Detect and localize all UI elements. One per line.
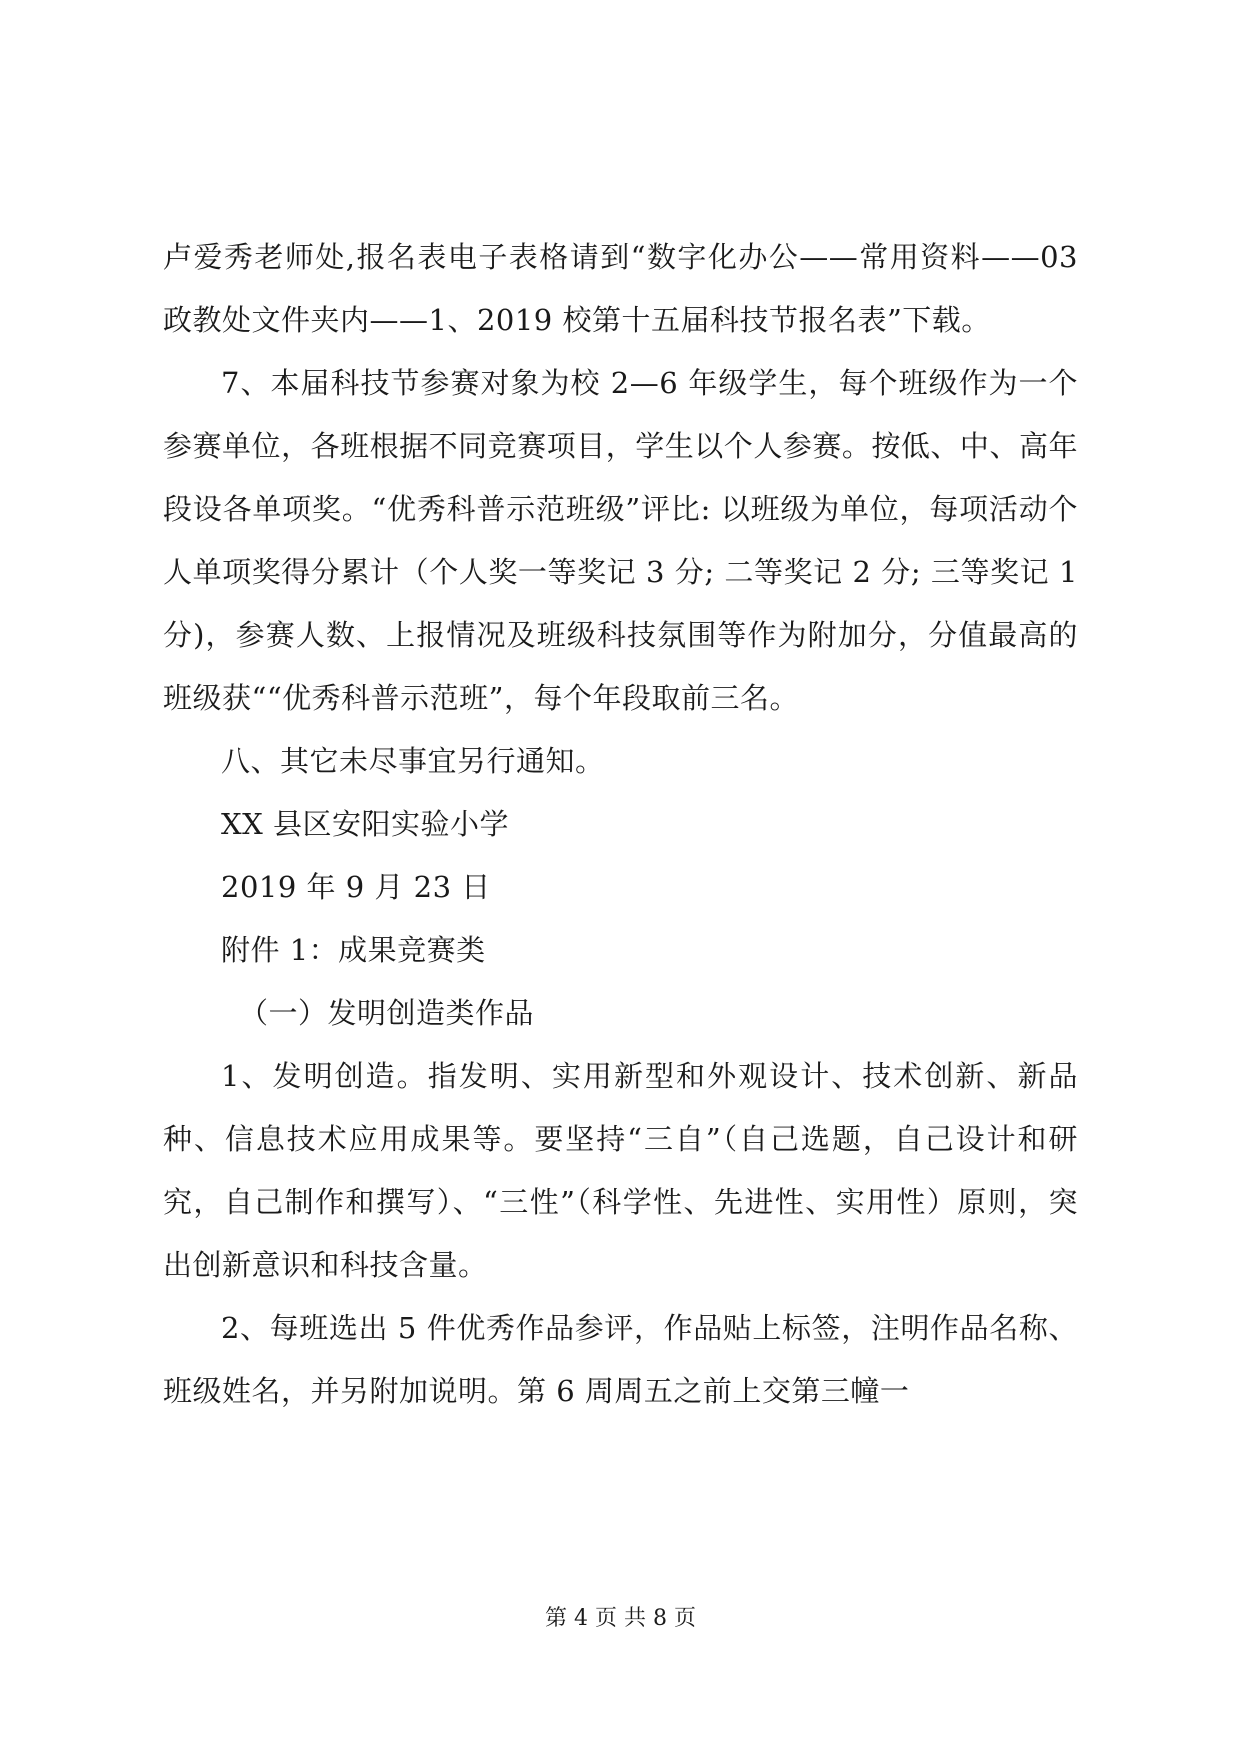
page-number-footer: 第 4 页 共 8 页: [545, 1606, 696, 1631]
paragraph-invention-works-heading: （一）发明创造类作品: [239, 996, 535, 1030]
document-body: [163, 226, 1078, 1423]
paragraph-date: 2019 年 9 月 23 日: [221, 870, 491, 904]
paragraph-class-submission: 2、每班选出 5 件优秀作品参评，作品贴上标签，注明作品名称、班级姓名，并另附加说明。第 6 周周五之前上交第三幢一: [163, 1311, 1078, 1408]
paragraph-section-8-other-matters: 八、其它未尽事宜另行通知。: [221, 744, 605, 778]
paragraph-invention-definition: 1、发明创造。指发明、实用新型和外观设计、技术创新、新品种、信息技术应用成果等。要坚持“三自”（自己选题，自己设计和研究，自己制作和撰写）、“三性”（科学性、先进性、实用性）原则，突出创新意识和科技含量。: [163, 1059, 1078, 1282]
paragraph-attachment-1-heading: 附件 1：成果竞赛类: [221, 933, 486, 967]
paragraph-school-name: XX 县区安阳实验小学: [221, 807, 510, 841]
paragraph-registration-download: 卢爱秀老师处,报名表电子表格请到“数字化办公——常用资料——03 政教处文件夹内——1、2019 校第十五届科技节报名表”下载。: [163, 240, 1078, 337]
paragraph-rule-7-participants: 7、本届科技节参赛对象为校 2—6 年级学生，每个班级作为一个参赛单位，各班根据不同竞赛项目，学生以个人参赛。按低、中、高年段设各单项奖。“优秀科普示范班级”评比: 以班级为单位，每项活动个人单项奖得分累计（个人奖一等奖记 3 分; 二等奖记 2 分; 三等奖记 1 分)，参赛人数、上报情况及班级科技氛围等作为附加分，分值最高的班级获““优秀科普示范班”，每个年段取前三名。: [163, 366, 1078, 715]
